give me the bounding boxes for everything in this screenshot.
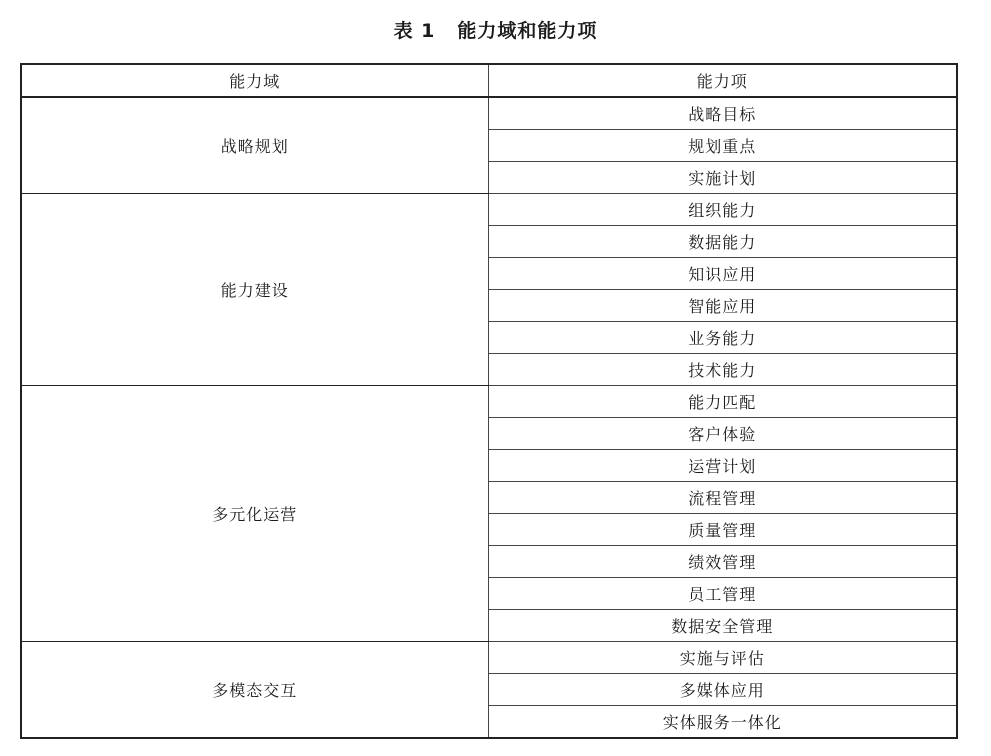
- capability-item-cell: 业务能力: [488, 322, 957, 354]
- table-row: [21, 97, 957, 130]
- capability-item-cell: 绩效管理: [488, 546, 957, 578]
- header-row: [21, 64, 957, 97]
- table-body: [21, 97, 957, 738]
- table-row: [21, 642, 957, 674]
- capability-item-cell: 多媒体应用: [488, 674, 957, 706]
- table-number: 表 1: [393, 20, 436, 42]
- capability-domain-cell: 战略规划: [21, 97, 488, 194]
- capability-item-cell: 运营计划: [488, 450, 957, 482]
- capability-table: [20, 63, 958, 739]
- capability-item-cell: 智能应用: [488, 290, 957, 322]
- capability-item-cell: 实施计划: [488, 162, 957, 194]
- capability-item-cell: 客户体验: [488, 418, 957, 450]
- capability-item-cell: 质量管理: [488, 514, 957, 546]
- capability-item-cell: 实体服务一体化: [488, 706, 957, 739]
- capability-domain-cell: 能力建设: [21, 194, 488, 386]
- table-caption: [0, 14, 991, 48]
- table-row: [21, 194, 957, 226]
- capability-item-cell: 能力匹配: [488, 386, 957, 418]
- capability-item-cell: 员工管理: [488, 578, 957, 610]
- header-capability-item: 能力项: [488, 64, 957, 97]
- capability-item-cell: 数据安全管理: [488, 610, 957, 642]
- capability-item-cell: 组织能力: [488, 194, 957, 226]
- capability-item-cell: 规划重点: [488, 130, 957, 162]
- header-capability-domain: 能力域: [21, 64, 488, 97]
- capability-item-cell: 战略目标: [488, 97, 957, 130]
- capability-domain-cell: 多模态交互: [21, 642, 488, 739]
- table-row: [21, 386, 957, 418]
- capability-item-cell: 流程管理: [488, 482, 957, 514]
- capability-domain-cell: 多元化运营: [21, 386, 488, 642]
- capability-item-cell: 知识应用: [488, 258, 957, 290]
- table-header: [21, 64, 957, 97]
- capability-item-cell: 数据能力: [488, 226, 957, 258]
- capability-item-cell: 技术能力: [488, 354, 957, 386]
- capability-item-cell: 实施与评估: [488, 642, 957, 674]
- table-title: 能力域和能力项: [457, 20, 598, 42]
